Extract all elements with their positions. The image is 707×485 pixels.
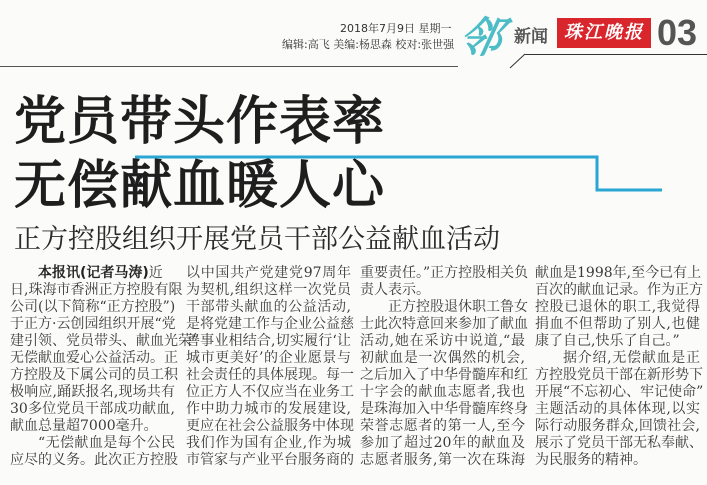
text-line: 主题活动的具体体现,以实 — [535, 401, 700, 417]
text-line — [10, 265, 175, 282]
text-line: 方控股及下属公司的员工积 — [10, 367, 178, 383]
text-line: 捐血不但帮助了别人,也健 — [535, 316, 700, 332]
headline-line-1: 党员带头作表率 — [14, 92, 386, 152]
text-line: 展示了党员干部无私奉献、 — [535, 435, 703, 451]
text-line: 际行动服务群众,回馈社会, — [535, 418, 700, 434]
text-fragment: 近 — [148, 265, 163, 281]
text-line: 十字会的献血志愿者,我也 — [360, 384, 525, 400]
text-line: 无偿献血爱心公益活动。正 — [10, 350, 178, 366]
text-line: 之后加入了中华骨髓库和红 — [360, 367, 528, 383]
article-column-3 — [360, 265, 529, 469]
text-line: 应尽的义务。此次正方控股 — [10, 452, 178, 468]
text-line: 极响应,踊跃报名,现场共有 — [10, 384, 175, 400]
header-rule-diagonal — [508, 53, 528, 69]
section-name: 新闻 — [514, 27, 548, 47]
text-line: 以中国共产党建党97周年 — [186, 265, 351, 281]
text-line: 正方控股退休职工鲁女 — [388, 299, 528, 315]
text-line: 初献血是一次偶然的机会, — [360, 350, 525, 366]
text-line: 控股已退休的职工,我觉得 — [535, 299, 700, 315]
text-line: 更应在社会公益服务中体现 — [186, 418, 354, 434]
text-line: 30多位党员干部成功献血, — [10, 401, 175, 417]
staff-credits: 编辑:高飞 美编:杨思森 校对:张世强 — [282, 38, 455, 51]
text-line: 市管家与产业平台服务商的 — [186, 452, 354, 468]
text-line: 参加了超过20年的献血及 — [360, 435, 525, 451]
text-line: 干部带头献血的公益活动, — [186, 299, 351, 315]
text-line: 开展“不忘初心、牢记使命” — [535, 384, 704, 400]
issue-date: 2018年7月9日 星期一 — [340, 22, 452, 35]
text-line: 荣誉志愿者的第一人,至今 — [360, 418, 525, 434]
text-line: 献血是1998年,至今已有上 — [535, 265, 702, 281]
text-line: 作中助力城市的发展建设, — [186, 401, 351, 417]
text-line: 社会责任的具体展现。每一 — [186, 367, 354, 383]
text-line: 为民服务的精神。 — [535, 452, 647, 468]
header-rule-left — [0, 66, 458, 67]
headline-line-2: 无偿献血暖人心 — [14, 156, 386, 216]
page-number: 03 — [657, 12, 698, 53]
text-line: 为契机,组织这样一次党员 — [186, 282, 351, 298]
text-line: 据介绍,无偿献血是正 — [563, 350, 700, 366]
text-line: 公司(以下简称“正方控股”) — [10, 299, 176, 315]
text-line: 献血总量超7000毫升。 — [10, 418, 158, 434]
subheadline: 正方控股组织开展党员干部公益献血活动 — [14, 224, 500, 255]
text-line: 是将党建工作与企业公益慈 — [186, 316, 354, 332]
text-line: 建引领、党员带头、献血光荣” — [10, 333, 200, 349]
text-line: 日,珠海市香洲正方控股有限 — [10, 282, 183, 298]
text-line: 活动,她在采访中说道,“最 — [360, 333, 525, 349]
text-line: “无偿献血是每个公民 — [38, 435, 175, 451]
article-column-2 — [186, 265, 354, 469]
text-line: 士此次特意回来参加了献血 — [360, 316, 528, 332]
text-line: 城市更美好’的企业愿景与 — [186, 350, 351, 366]
text-line: 是珠海加入中华骨髓库终身 — [360, 401, 528, 417]
text-line: 百次的献血记录。作为正方 — [535, 282, 703, 298]
text-line: 志愿者服务,第一次在珠海 — [360, 452, 525, 468]
text-line: 于正方·云创园组织开展“党 — [10, 316, 176, 332]
text-line: 我们作为国有企业,作为城 — [186, 435, 351, 451]
text-line: 位正方人不仅应当在业务工 — [186, 384, 354, 400]
text-line: 康了自己,快乐了自己。” — [535, 333, 680, 349]
text-line: 善事业相结合,切实履行‘让 — [186, 333, 351, 349]
neighborhood-logo: 邻 — [454, 13, 508, 62]
article-column-4 — [535, 265, 704, 469]
header-rule-right — [525, 54, 707, 55]
text-line: 重要责任。”正方控股相关负 — [360, 265, 529, 281]
newspaper-masthead: 珠江晚报 — [557, 18, 651, 48]
text-line: 方控股党员干部在新形势下 — [535, 367, 703, 383]
byline-lead: 本报讯(记者马涛) — [38, 265, 149, 281]
text-line: 责人表示。 — [360, 282, 430, 298]
article-column-1 — [10, 265, 200, 469]
